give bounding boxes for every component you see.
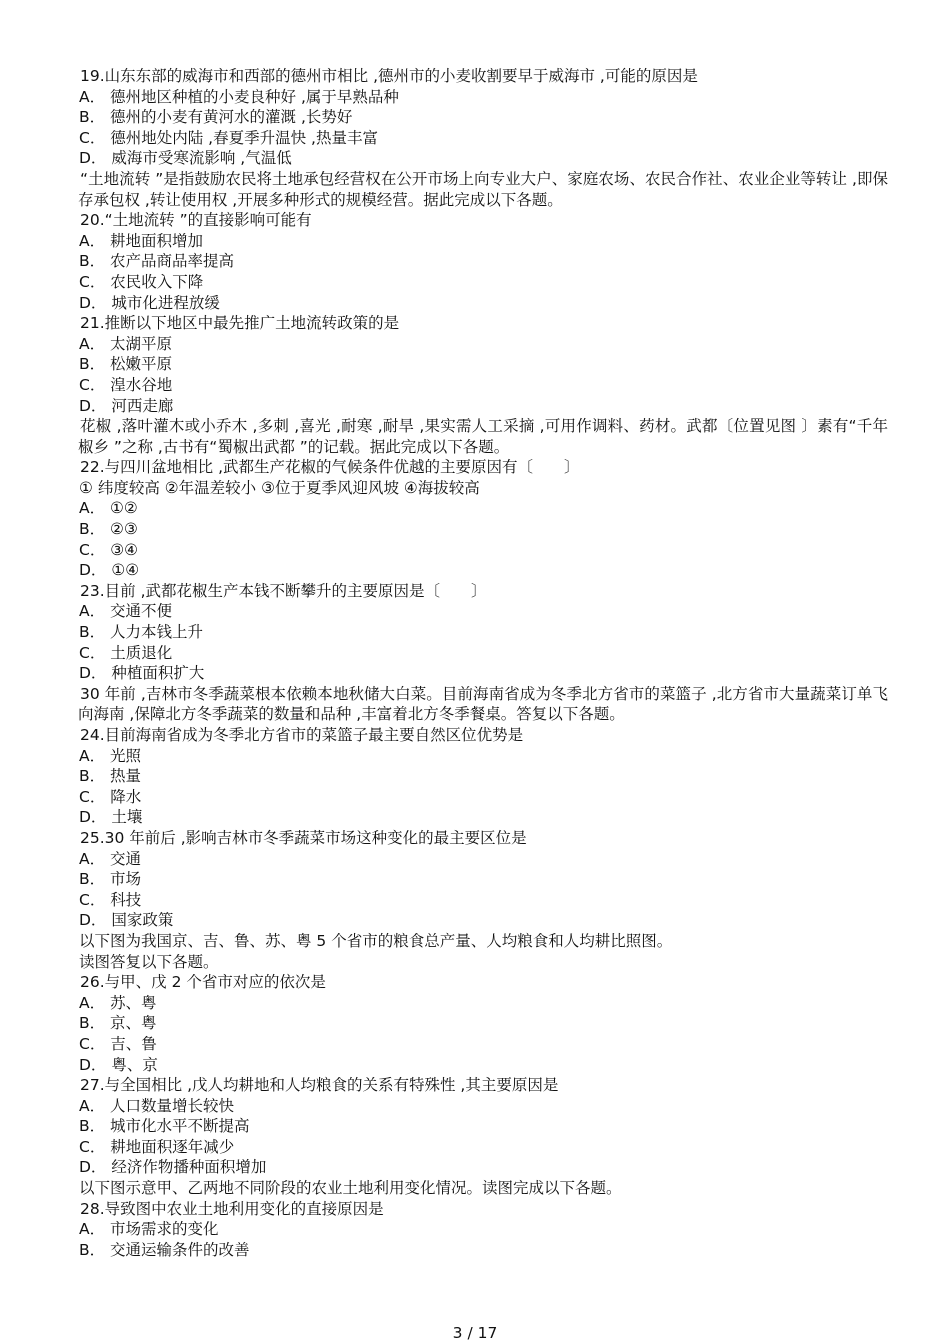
answer-option: D． ①④ (79, 561, 140, 580)
question-stem: 19.山东东部的威海市和西部的德州市相比 ,德州市的小麦收割要早于威海市 ,可能的原因是 (80, 67, 698, 85)
answer-option: B． 交通运输条件的改善 (79, 1240, 250, 1259)
answer-option: A． 光照 (79, 746, 142, 765)
answer-option: D． 粤、京 (79, 1055, 158, 1074)
answer-option: D． 种植面积扩大 (79, 664, 205, 683)
answer-option: C． 湟水谷地 (79, 375, 173, 394)
answer-option: B． 人力本钱上升 (79, 623, 204, 642)
question-stem: 26.与甲、戊 2 个省市对应的依次是 (80, 973, 326, 992)
answer-option: B． 农产品商品率提高 (79, 252, 235, 271)
answer-option: C． 降水 (79, 787, 142, 806)
answer-option: C． ③④ (79, 540, 139, 559)
answer-option: ① 纬度较高 ②年温差较小 ③位于夏季风迎风坡 ④海拔较高 (79, 478, 480, 497)
answer-option: 读图答复以下各题。 (79, 952, 219, 971)
answer-option: A． 交通不便 (79, 602, 173, 621)
answer-option: A． 苏、粤 (79, 993, 157, 1012)
answer-option: A． 耕地面积增加 (79, 231, 204, 250)
passage-paragraph: “土地流转 ”是指鼓励农民将土地承包经营权在公开市场上向专业大户、家庭农场、农民合作社、农业企业等转让 ,即保存承包权 ,转让使用权 ,开展多种形式的规模经营。据此完成以下各题。 (78, 169, 888, 209)
answer-option: B． 京、粤 (79, 1014, 157, 1033)
question-stem: 24.目前海南省成为冬季北方省市的菜篮子最主要自然区位优势是 (80, 726, 524, 744)
answer-option: D． 河西走廊 (79, 396, 174, 415)
answer-option: A． ①② (79, 499, 138, 518)
answer-option: C． 吉、鲁 (79, 1034, 157, 1053)
question-stem: 22.与四川盆地相比 ,武都生产花椒的气候条件优越的主要原因有〔 〕 (80, 458, 580, 477)
answer-option: B． 松嫩平原 (79, 355, 173, 374)
question-stem: 21.推断以下地区中最先推广土地流转政策的是 (80, 314, 400, 333)
answer-option: A． 德州地区种植的小麦良种好 ,属于早熟品种 (79, 87, 399, 106)
answer-option: D． 土壤 (79, 808, 143, 827)
answer-option: B． 热量 (79, 767, 142, 786)
answer-option: A． 交通 (79, 849, 142, 868)
answer-option: D． 国家政策 (79, 911, 174, 930)
answer-option: 以下图示意甲、乙两地不同阶段的农业土地利用变化情况。读图完成以下各题。 (79, 1179, 622, 1198)
question-stem: 23.目前 ,武都花椒生产本钱不断攀升的主要原因是〔 〕 (80, 581, 487, 600)
answer-option: B． ②③ (79, 520, 138, 539)
passage-paragraph: 30 年前 ,吉林市冬季蔬菜根本依赖本地秋储大白菜。目前海南省成为冬季北方省市的菜篮子 ,北方省市大量蔬菜订单飞向海南 ,保障北方冬季蔬菜的数量和品种 ,丰富着北方冬季餐桌。答复以下各题。 (78, 684, 888, 724)
answer-option: B． 城市化水平不断提高 (79, 1117, 250, 1136)
answer-option: B． 德州的小麦有黄河水的灌溉 ,长势好 (79, 108, 353, 127)
question-stem: 28.导致图中农业土地利用变化的直接原因是 (80, 1199, 384, 1218)
question-stem: 20.“土地流转 ”的直接影响可能有 (80, 211, 312, 230)
answer-option: A． 市场需求的变化 (79, 1220, 219, 1239)
question-stem: 27.与全国相比 ,戊人均耕地和人均粮食的关系有特殊性 ,其主要原因是 (80, 1076, 559, 1095)
answer-option: C． 德州地处内陆 ,春夏季升温快 ,热量丰富 (79, 128, 378, 147)
question-stem: 25.30 年前后 ,影响吉林市冬季蔬菜市场这种变化的最主要区位是 (80, 828, 527, 847)
answer-option: 以下图为我国京、吉、鲁、苏、粤 5 个省市的粮食总产量、人均粮食和人均耕比照图。 (79, 931, 673, 950)
passage-paragraph: 花椒 ,落叶灌木或小乔木 ,多刺 ,喜光 ,耐寒 ,耐旱 ,果实需人工采摘 ,可用作调料、药材。武都〔位置见图 〕素有“千年椒乡 ”之称 ,古书有“蜀椒出武都 ”的记载。据此完成以下各题。 (78, 417, 888, 456)
answer-option: D． 威海市受寒流影响 ,气温低 (79, 149, 292, 168)
page-number: 3 / 17 (452, 1324, 498, 1342)
answer-option: B． 市场 (79, 870, 142, 889)
answer-option: A． 人口数量增长较快 (79, 1096, 235, 1115)
answer-option: C． 土质退化 (79, 643, 173, 662)
answer-option: A． 太湖平原 (79, 334, 173, 353)
answer-option: D． 经济作物播种面积增加 (79, 1158, 267, 1177)
answer-option: C． 耕地面积逐年减少 (79, 1137, 235, 1156)
answer-option: C． 科技 (79, 890, 142, 909)
answer-option: C． 农民收入下降 (79, 272, 204, 291)
answer-option: D． 城市化进程放缓 (79, 293, 220, 312)
document-body (78, 66, 888, 1260)
